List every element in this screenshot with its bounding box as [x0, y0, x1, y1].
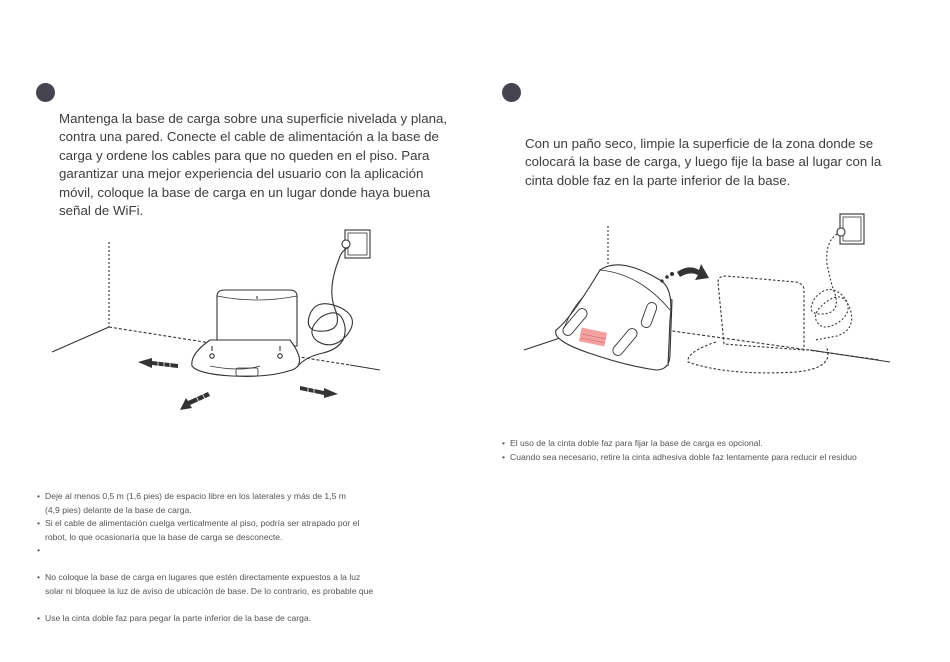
note-remove-tape: • Cuando sea necesario, retire la cinta adhesiva doble faz lentamente para reducir el residuo: [502, 450, 942, 464]
step-2-instruction: Con un paño seco, limpie la superficie de la zona donde se colocará la base de carga, y luego fije la base al lugar con la cinta doble faz en la parte inferior de la base.: [525, 136, 882, 188]
charging-base-placement-illustration: [50, 220, 390, 420]
note-empty: [37, 544, 447, 571]
note-tape-use: • Use la cinta doble faz para pegar la parte inferior de la base de carga.: [37, 612, 447, 626]
step-1-instruction: Mantenga la base de carga sobre una superficie nivelada y plana, contra una pared. Conecte el cable de alimentación a la base de carga y ordene los cables para que no queden en el piso. Para garantizar una mejor experiencia del usuario con la aplicación móvil, coloque la base de carga en un lugar donde haya buena señal de WiFi.: [59, 111, 448, 219]
note-clearance: • Deje al menos 0,5 m (1,6 pies) de espacio libre en los laterales y más de 1,5 m (4,9 pies) delante de la base de carga.: [37, 490, 447, 517]
step-1-marker: [36, 83, 55, 102]
note-sunlight: • No coloque la base de carga en lugares que estén directamente expuestos a la luz solar ni bloquee la luz de aviso de ubicación de base. De lo contrario, es probable que: [37, 571, 447, 598]
double-sided-tape-illustration: [520, 210, 900, 390]
step-1-notes: [37, 490, 447, 625]
note-tape-optional: • El uso de la cinta doble faz para fijar la base de carga es opcional.: [502, 436, 942, 450]
note-cable: • Si el cable de alimentación cuelga verticalmente al piso, podría ser atrapado por el robot, lo que ocasionaría que la base de carga se desconecte.: [37, 517, 447, 544]
step-2-notes: [502, 436, 942, 464]
step-2-marker: [502, 83, 521, 102]
